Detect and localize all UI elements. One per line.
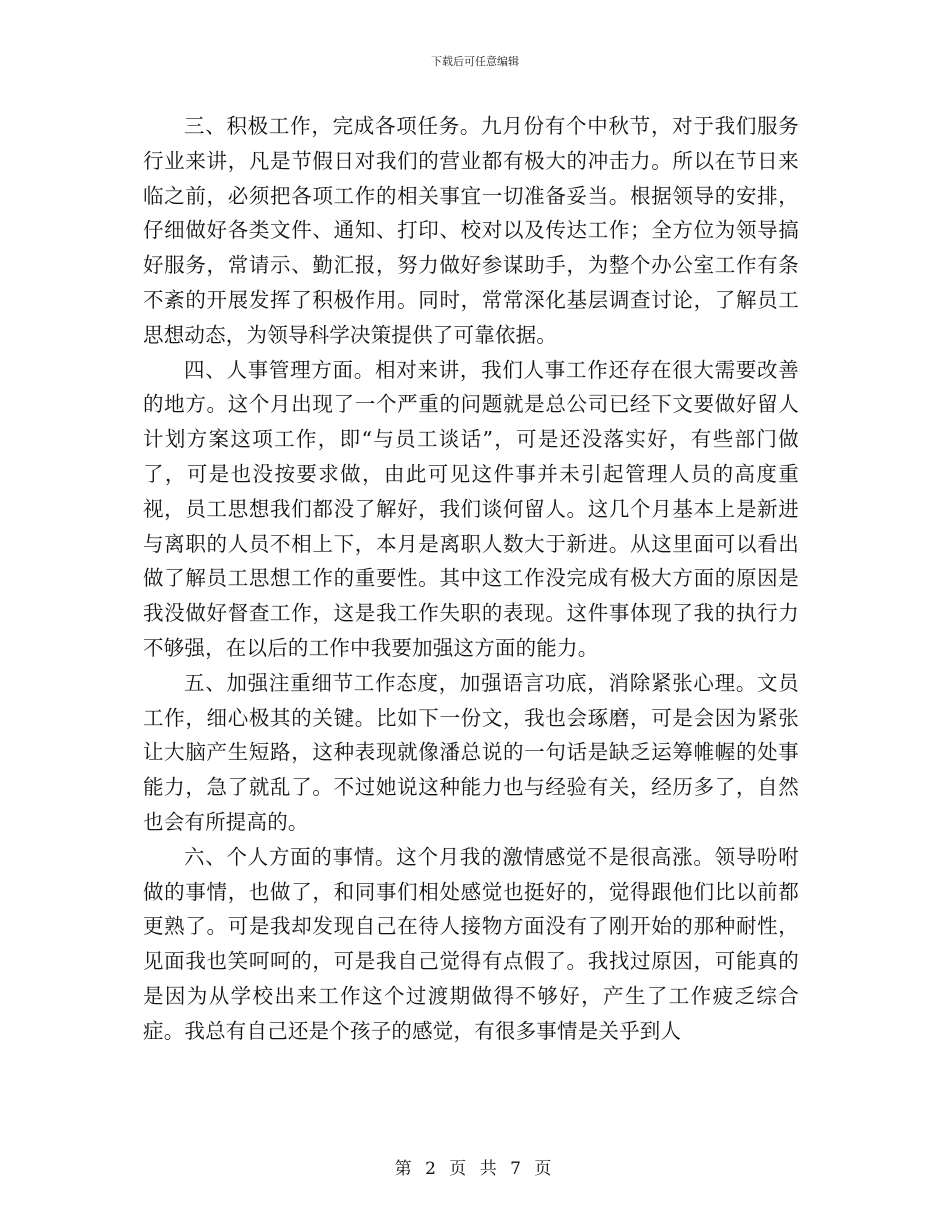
- paragraph-four: 四、人事管理方面。相对来讲，我们人事工作还存在很大需要改善的地方。这个月出现了一个严重的问题就是总公司已经下文要做好留人计划方案这项工作，即“与员工谈话”，可是还没落实好，有些部门做了，可是也没按要求做，由此可见这件事并未引起管理人员的高度重视，员工思想我们都没了解好，我们谈何留人。这几个月基本上是新进与离职的人员不相上下，本月是离职人数大于新进。从这里面可以看出做了解员工思想工作的重要性。其中这工作没完成有极大方面的原因是我没做好督查工作，这是我工作失职的表现。这件事体现了我的执行力不够强，在以后的工作中我要加强这方面的能力。: [143, 357, 799, 660]
- document-body: [143, 109, 799, 1049]
- page-header: 下载后可任意编辑: [431, 55, 519, 68]
- paragraph-six: 六、个人方面的事情。这个月我的激情感觉不是很高涨。领导吩咐做的事情，也做了，和同事们相处感觉也挺好的，觉得跟他们比以前都更熟了。可是我却发现自己在待人接物方面没有了刚开始的那种耐性，见面我也笑呵呵的，可是我自己觉得有点假了。我找过原因，可能真的是因为从学校出来工作这个过渡期做得不够好，产生了工作疲乏综合症。我总有自己还是个孩子的感觉，有很多事情是关乎到人: [143, 844, 799, 1043]
- paragraph-five: 五、加强注重细节工作态度，加强语言功底，消除紧张心理。文员工作，细心极其的关键。比如下一份文，我也会琢磨，可是会因为紧张让大脑产生短路，这种表现就像潘总说的一句话是缺乏运筹帷幄的处事能力，急了就乱了。不过她说这种能力也与经验有关，经历多了，自然也会有所提高的。: [143, 670, 799, 834]
- page-footer: 第 2 页 共 7 页: [394, 1159, 556, 1179]
- paragraph-three: 三、积极工作，完成各项任务。九月份有个中秋节，对于我们服务行业来讲，凡是节假日对我们的营业都有极大的冲击力。所以在节日来临之前，必须把各项工作的相关事宜一切准备妥当。根据领导的安排，仔细做好各类文件、通知、打印、校对以及传达工作；全方位为领导搞好服务，常请示、勤汇报，努力做好参谋助手，为整个办公室工作有条不紊的开展发挥了积极作用。同时，常常深化基层调查讨论，了解员工思想动态，为领导科学决策提供了可靠依据。: [143, 114, 799, 347]
